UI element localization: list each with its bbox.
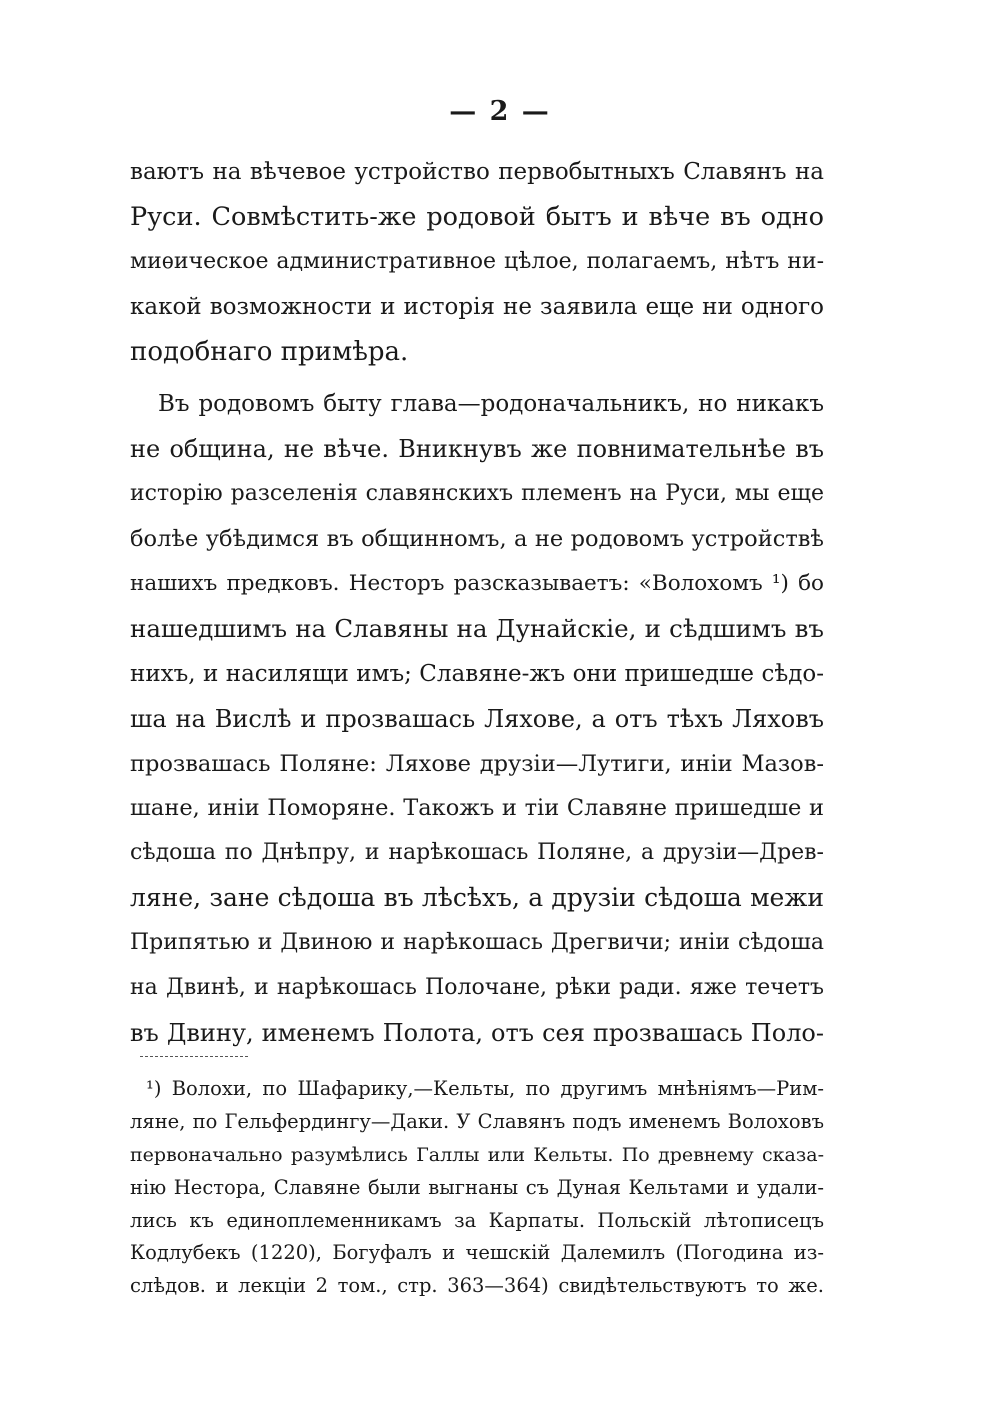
page-number: — 2 — [449,96,551,127]
text-line: нашедшимъ на Славяны на Дунайскіе, и сѣдшимъ въ [130,613,824,643]
text-line: Припятью и Двиною и нарѣкошась Дрегвичи; иніи сѣдоша [130,930,824,956]
text-line: болѣе убѣдимся въ общинномъ, а не родовомъ устройствѣ [130,526,824,553]
footnote-line: ляне, по Гельфердингу—Даки. У Славянъ подъ именемъ Волоховъ [130,1109,824,1133]
text-line: миѳическое административное цѣлое, полагаемъ, нѣтъ ни- [130,248,824,274]
text-line: Руси. Совмѣстить-же родовой бытъ и вѣче въ одно [130,201,824,232]
footnote-line: нію Нестора, Славяне были выгнаны съ Дуная Кельтами и удали- [130,1175,824,1199]
footnote-line: Кодлубекъ (1220), Богуфалъ и чешскій Далемилъ (Погодина из- [130,1241,824,1265]
text-line: шане, иніи Поморяне. Такожъ и тіи Славяне пришедше и [130,795,824,822]
footnote [130,1073,824,1303]
text-line: подобнаго примѣра. [130,336,409,367]
footnote-line: ¹) Волохи, по Шафарику,—Кельты, по другимъ мнѣніямъ—Рим- [146,1077,824,1100]
text-line: прозвашась Поляне: Ляхове друзіи—Лутиги, иніи Мазов- [130,750,824,777]
text-line: на Двинѣ, и нарѣкошась Полочане, рѣки ради. яже течетъ [130,975,824,1001]
text-line: нихъ, и насилящи имъ; Славяне-жъ они пришедше сѣдо- [130,660,824,687]
text-line: нашихъ предковъ. Несторъ разсказываетъ: «Волохомъ ¹) бо [130,571,824,597]
text-line: ша на Вислѣ и прозвашась Ляхове, а отъ тѣхъ Ляховъ [130,704,824,733]
text-line: Въ родовомъ быту глава—родоначальникъ, но никакъ [158,391,824,418]
footnote-divider [140,1056,248,1057]
text-line: ляне, зане сѣдоша въ лѣсѣхъ, а друзіи сѣдоша межи [130,883,824,913]
paragraph-2 [130,382,824,1055]
text-line: въ Двину, именемъ Полота, отъ сея прозвашась Поло- [130,1018,824,1047]
text-line: исторію разселенія славянскихъ племенъ на Руси, мы еще [130,481,824,507]
body-text [130,150,824,1056]
text-line: сѣдоша по Днѣпру, и нарѣкошась Поляне, а друзіи—Древ- [130,840,824,866]
footnote-line: первоначально разумѣлись Галлы или Кельты. По древнему сказа- [130,1143,824,1166]
footnote-line: слѣдов. и лекціи 2 том., стр. 363—364) свидѣтельствуютъ то же. [130,1274,824,1298]
text-line: какой возможности и исторія не заявила еще ни одного [130,293,824,320]
paragraph-1 [130,150,824,374]
footnote-line: лись къ единоплеменникамъ за Карпаты. Польскій лѣтописецъ [130,1208,824,1232]
paragraph-gap [130,374,824,382]
text-line: ваютъ на вѣчевое устройство первобытныхъ Славянъ на [130,159,824,185]
text-line: не община, не вѣче. Вникнувъ же повнимательнѣе въ [130,435,824,464]
